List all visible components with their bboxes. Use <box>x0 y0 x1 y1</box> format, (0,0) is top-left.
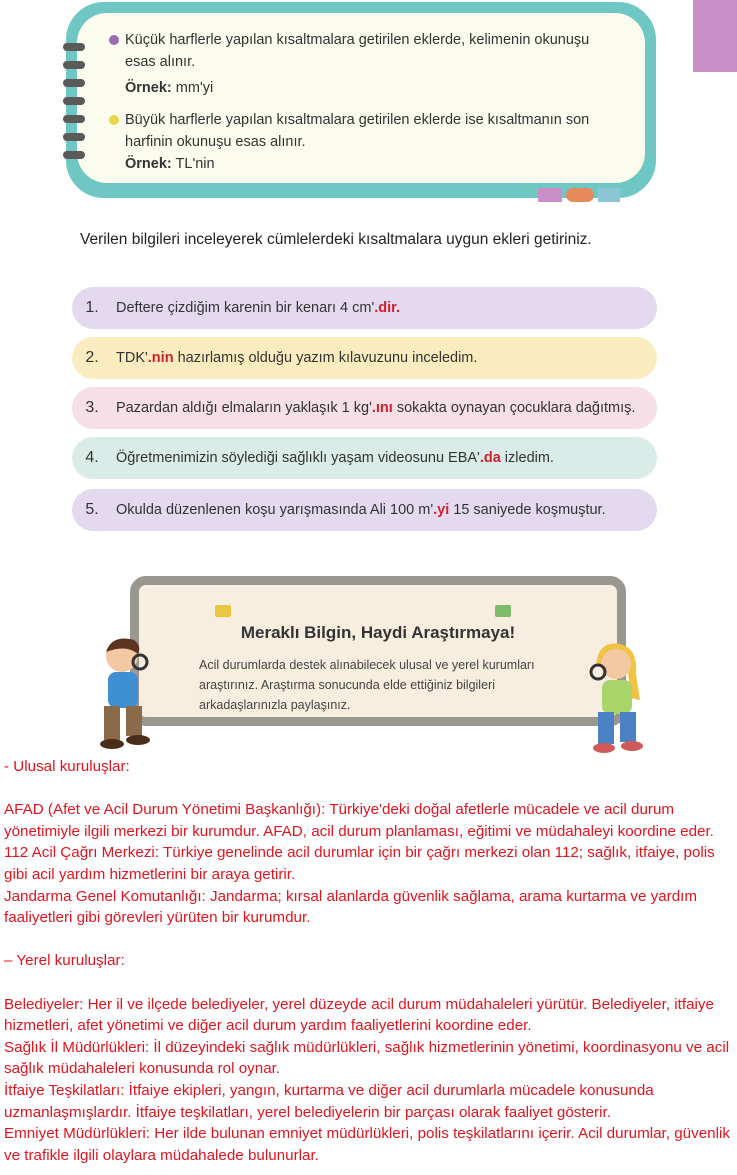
rule-text-2: Büyük harflerle yapılan kısaltmalara getirilen eklerde ise kısaltmanın son harfinin okunuşu esas alınır. <box>125 112 590 150</box>
exercise-sentence <box>112 500 657 520</box>
sentence-part: hazırlamış olduğu yazım kılavuzunu inceledim. <box>173 350 478 366</box>
rule-text-1: Küçük harflerle yapılan kısaltmalara getirilen eklerde, kelimenin okunuşu esas alınır. <box>125 32 590 70</box>
purple-bullet-icon <box>109 35 119 45</box>
info-box <box>66 2 656 198</box>
page-corner-tab <box>693 0 737 72</box>
sentence-part: Deftere çizdiğim karenin bir kenarı 4 cm' <box>116 300 375 316</box>
national-item: AFAD (Afet ve Acil Durum Yönetimi Başkanlığı): Türkiye'deki doğal afetlerle mücadele ve acil durum yönetimiyle ilgili merkezi bir kurumdur. AFAD, acil durum planlaması, eğitimi ve müdahaleyi koordine eder. <box>4 801 714 840</box>
example-label: Örnek: <box>125 80 172 96</box>
girl-with-magnifier-illustration <box>580 640 650 755</box>
binder-ring <box>63 151 85 159</box>
binder-ring <box>63 115 85 123</box>
board-title: Meraklı Bilgin, Haydi Araştırmaya! <box>240 623 516 642</box>
sentence-part: TDK' <box>116 350 148 366</box>
answer-section <box>4 756 736 1166</box>
exercise-number: 4. <box>85 449 99 466</box>
exercise-sentence <box>112 348 657 368</box>
exercise-number: 2. <box>85 349 99 366</box>
decoration-block <box>598 188 620 202</box>
sentence-part: izledim. <box>500 450 554 466</box>
binder-ring <box>63 61 85 69</box>
binder-clip-icon <box>495 605 511 617</box>
national-item: 112 Acil Çağrı Merkezi: Türkiye genelinde acil durumlar için bir çağrı merkezi olan 112; sağlık, itfaiye, polis gibi acil yardım hizmetlerini bir araya getirir. <box>4 844 715 883</box>
answer-suffix: .nin <box>147 350 174 366</box>
national-heading: - Ulusal kuruluşlar: <box>4 758 130 775</box>
binder-clip-icon <box>215 605 231 617</box>
example-value-1: mm'yi <box>175 80 214 96</box>
rule-bullet-2 <box>125 109 615 175</box>
rule-bullet-1 <box>125 29 615 99</box>
exercise-sentence <box>112 448 657 468</box>
board-text: Acil durumlarda destek alınabilecek ulusal ve yerel kurumları araştırınız. Araştırma sonucunda elde ettiğiniz bilgileri arkadaşlarınızla paylaşınız. <box>199 658 535 712</box>
decoration-block <box>538 188 562 202</box>
binder-ring <box>63 79 85 87</box>
sentence-part: Pazardan aldığı elmaların yaklaşık 1 kg' <box>116 400 372 416</box>
binder-ring <box>63 43 85 51</box>
example-value-2: TL'nin <box>175 156 215 172</box>
local-item: Belediyeler: Her il ve ilçede belediyeler, yerel düzeyde acil durum müdahaleleri yürütür. Belediyeler, itfaiye hizmetleri, afet yönetimi ve diğer acil durum yardım faaliyetlerini koordine eder. <box>4 995 714 1035</box>
answer-suffix: .ını <box>371 400 393 416</box>
binder-ring <box>63 97 85 105</box>
yellow-bullet-icon <box>109 115 119 125</box>
boy-with-magnifier-illustration <box>90 634 160 754</box>
sentence-part: sokakta oynayan çocuklara dağıtmış. <box>392 400 636 416</box>
research-board <box>130 576 626 726</box>
exercise-number: 5. <box>85 501 99 518</box>
exercise-row-5 <box>72 489 657 531</box>
exercise-row-4 <box>72 437 657 479</box>
local-item: Emniyet Müdürlükleri: Her ilde bulunan emniyet müdürlükleri, polis teşkilatlarını içerir. Acil durumlar, güvenlik ve trafikle ilgili olaylara müdahalede bulunurlar. <box>4 1125 730 1164</box>
exercise-number: 3. <box>85 399 99 416</box>
sentence-part: 15 saniyede koşmuştur. <box>449 502 606 518</box>
exercise-row-1 <box>72 287 657 329</box>
sentence-part: Öğretmenimizin söylediği sağlıklı yaşam videosunu EBA' <box>116 450 480 466</box>
answer-suffix: .da <box>479 450 501 466</box>
national-item: Jandarma Genel Komutanlığı: Jandarma; kırsal alanlarda güvenlik sağlama, arama kurtarma ve yardım faaliyetleri gibi görevleri yürüten bir kurumdur. <box>4 887 698 927</box>
answer-suffix: .dir. <box>374 300 401 316</box>
sentence-part: Okulda düzenlenen koşu yarışmasında Ali 100 m' <box>116 502 434 518</box>
answer-suffix: .yi <box>433 502 450 518</box>
exercise-instruction: Verilen bilgileri inceleyerek cümlelerdeki kısaltmalara uygun ekleri getiriniz. <box>80 231 592 248</box>
exercise-number: 1. <box>85 299 99 316</box>
local-heading: – Yerel kuruluşlar: <box>4 952 125 970</box>
exercise-row-3 <box>72 387 657 429</box>
local-item: Sağlık İl Müdürlükleri: İl düzeyindeki sağlık müdürlükleri, sağlık hizmetlerinin yönetimi, koordinasyonu ve acil sağlık müdahaleleri konusunda rol oynar. <box>4 1038 730 1078</box>
local-item: İtfaiye Teşkilatları: İtfaiye ekipleri, yangın, kurtarma ve diğer acil durumlarla mücadele konusunda uzmanlaşmışlardır. İtfaiye teşkilatları, yerel belediyelerin bir parçası olarak faaliyet gösterir. <box>4 1081 654 1121</box>
decoration-block <box>566 188 594 202</box>
binder-ring <box>63 133 85 141</box>
info-box-inner <box>77 13 645 183</box>
example-label: Örnek: <box>125 156 172 172</box>
exercise-sentence <box>112 298 657 318</box>
exercise-sentence <box>112 398 657 418</box>
exercise-row-2 <box>72 337 657 379</box>
